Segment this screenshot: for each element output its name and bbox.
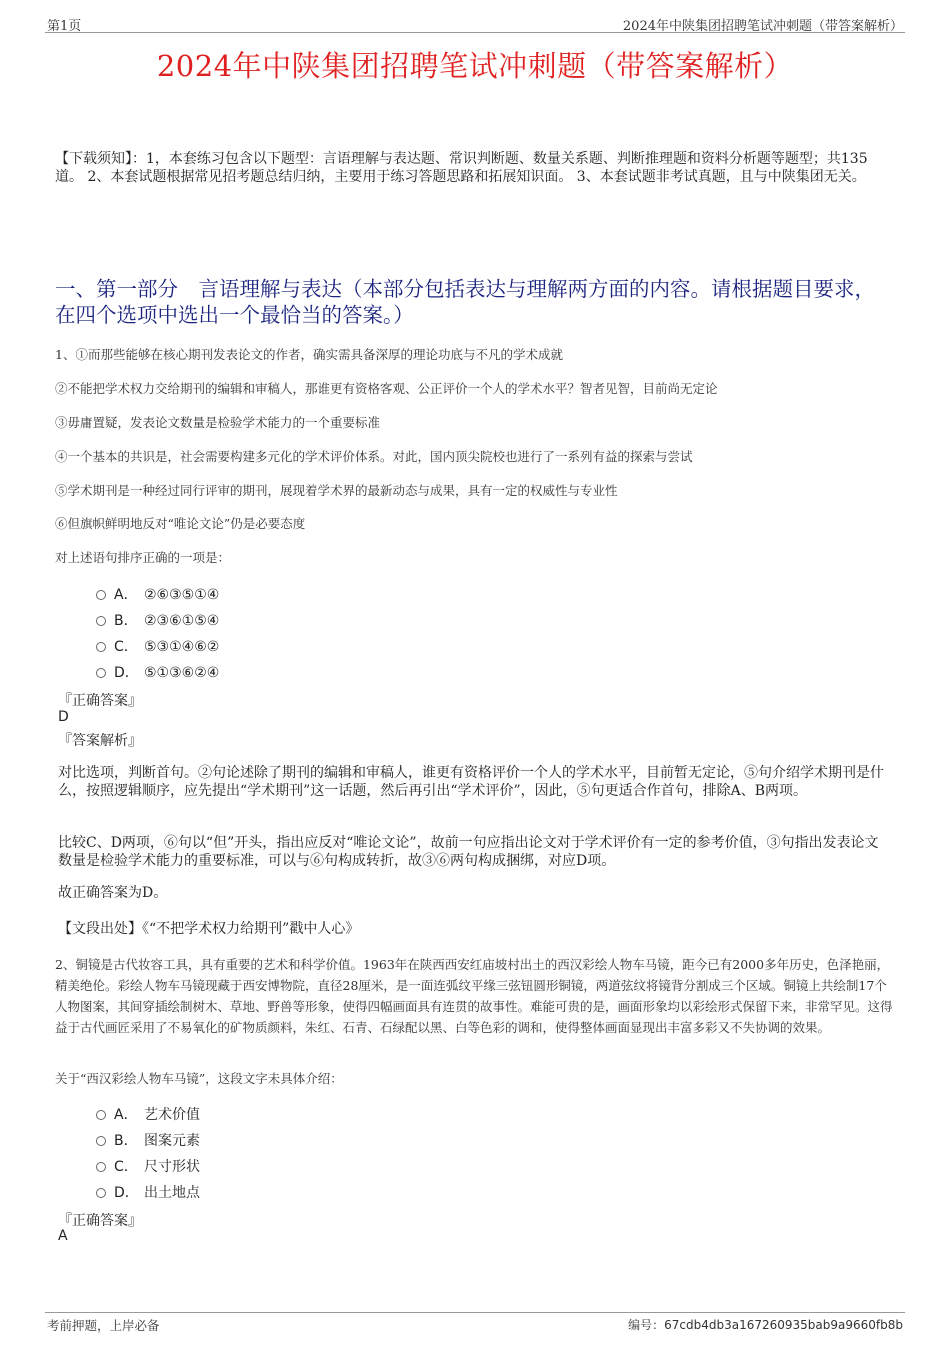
q2-answer: A: [58, 1228, 68, 1244]
q1-option-b[interactable]: B． ②③⑥①⑤④: [96, 610, 219, 630]
q1-question: 对上述语句排序正确的一项是：: [55, 550, 231, 565]
header-doc-title: 2024年中陕集团招聘笔试冲刺题（带答案解析）: [622, 19, 903, 34]
q1-analysis-2: 比较C、D两项，⑥句以“但”开头，指出应反对“唯论文论”，故前一句应指出论文对于学术评价有一定的参考价值，③句指出发表论文数量是检验学术能力的重要标准，可以与⑥句构成转折，故③⑥两句构成捆绑，对应D项。: [58, 835, 879, 869]
q1-statement-4: ④一个基本的共识是，社会需要构建多元化的学术评价体系。对此，国内顶尖院校也进行了一系列有益的探索与尝试: [55, 449, 693, 464]
q1-statement-6: ⑥但旗帜鲜明地反对“唯论文论”仍是必要态度: [55, 516, 306, 531]
q1-answer-label: 『正确答案』: [58, 693, 142, 709]
radio-icon[interactable]: [96, 1162, 106, 1172]
q2-paragraph: 2、铜镜是古代妆容工具，具有重要的艺术和科学价值。1963年在陕西西安红庙坡村出土的西汉彩绘人物车马镜，距今已有2000多年历史，色泽艳丽，精美绝伦。彩绘人物车马镜现藏于西安博物院，直径28厘米，是一面连弧纹平缘三弦钮圆形铜镜，两道弦纹将镜背分割成三个区域。铜镜上共绘制17个人物图案，其间穿插绘制树木、草地、野兽等形象，使得四幅画面具有连贯的故事性。难能可贵的是，画面形象均以彩绘形式保留下来，非常罕见。这得益于古代画匠采用了不易氧化的矿物质颜料，朱红、石青、石绿配以黑、白等色彩的调和，使得整体画面显现出丰富多彩又不失协调的效果。: [55, 957, 893, 1035]
q1-statement-3: ③毋庸置疑，发表论文数量是检验学术能力的一个重要标准: [55, 415, 381, 430]
q2-question: 关于“西汉彩绘人物车马镜”，这段文字未具体介绍：: [55, 1071, 343, 1086]
radio-icon[interactable]: [96, 1136, 106, 1146]
radio-icon[interactable]: [96, 616, 106, 626]
q1-analysis-label: 『答案解析』: [58, 733, 142, 749]
radio-icon[interactable]: [96, 642, 106, 652]
radio-icon[interactable]: [96, 668, 106, 678]
footer-slogan: 考前押题，上岸必备: [47, 1318, 160, 1333]
q2-answer-label: 『正确答案』: [58, 1213, 142, 1229]
q1-statement-5: ⑤学术期刊是一种经过同行评审的期刊，展现着学术界的最新动态与成果，具有一定的权威性与专业性: [55, 483, 618, 498]
footer-doc-id: 编号：67cdb4db3a167260935bab9a9660fb8b: [628, 1318, 903, 1332]
q1-statement-2: ②不能把学术权力交给期刊的编辑和审稿人，那谁更有资格客观、公正评价一个人的学术水平？智者见智，目前尚无定论: [55, 381, 718, 396]
q1-option-d[interactable]: D． ⑤①③⑥②④: [96, 662, 219, 682]
q2-option-c[interactable]: C． 尺寸形状: [96, 1156, 200, 1176]
page-number: 第1页: [47, 19, 82, 34]
q1-option-c[interactable]: C． ⑤③①④⑥②: [96, 636, 219, 656]
page-footer: [45, 1312, 905, 1335]
document-title: 2024年中陕集团招聘笔试冲刺题（带答案解析）: [156, 49, 794, 83]
q1-statement-1: 1、①而那些能够在核心期刊发表论文的作者，确实需具备深厚的理论功底与不凡的学术成就: [55, 347, 563, 362]
radio-icon[interactable]: [96, 590, 106, 600]
q2-option-b[interactable]: B． 图案元素: [96, 1130, 200, 1150]
q2-option-a[interactable]: A． 艺术价值: [96, 1104, 200, 1124]
radio-icon[interactable]: [96, 1188, 106, 1198]
radio-icon[interactable]: [96, 1110, 106, 1120]
section-heading: 一、第一部分 言语理解与表达（本部分包括表达与理解两方面的内容。请根据题目要求，在四个选项中选出一个最恰当的答案。）: [55, 277, 875, 327]
q1-source: 【文段出处】《“不把学术权力给期刊”戳中人心》: [58, 921, 360, 937]
q1-analysis-3: 故正确答案为D。: [58, 885, 168, 901]
q1-option-a[interactable]: A． ②⑥③⑤①④: [96, 584, 219, 604]
q2-option-d[interactable]: D． 出土地点: [96, 1182, 200, 1202]
download-notice: 【下载须知】：1，本套练习包含以下题型：言语理解与表达题、常识判断题、数量关系题、判断推理题和资料分析题等题型；共135道。 2、本套试题根据常见招考题总结归纳，主要用于练习答题思路和拓展知识面。 3、本套试题非考试真题，且与中陕集团无关。: [55, 151, 868, 185]
page-header: [45, 14, 905, 33]
q1-analysis-1: 对比选项，判断首句。②句论述除了期刊的编辑和审稿人，谁更有资格评价一个人的学术水平，目前暂无定论，⑤句介绍学术期刊是什么，按照逻辑顺序，应先提出“学术期刊”这一话题，然后再引出“学术评价”，因此，⑤句更适合作首句，排除A、B两项。: [58, 765, 884, 799]
q1-answer: D: [58, 709, 69, 725]
